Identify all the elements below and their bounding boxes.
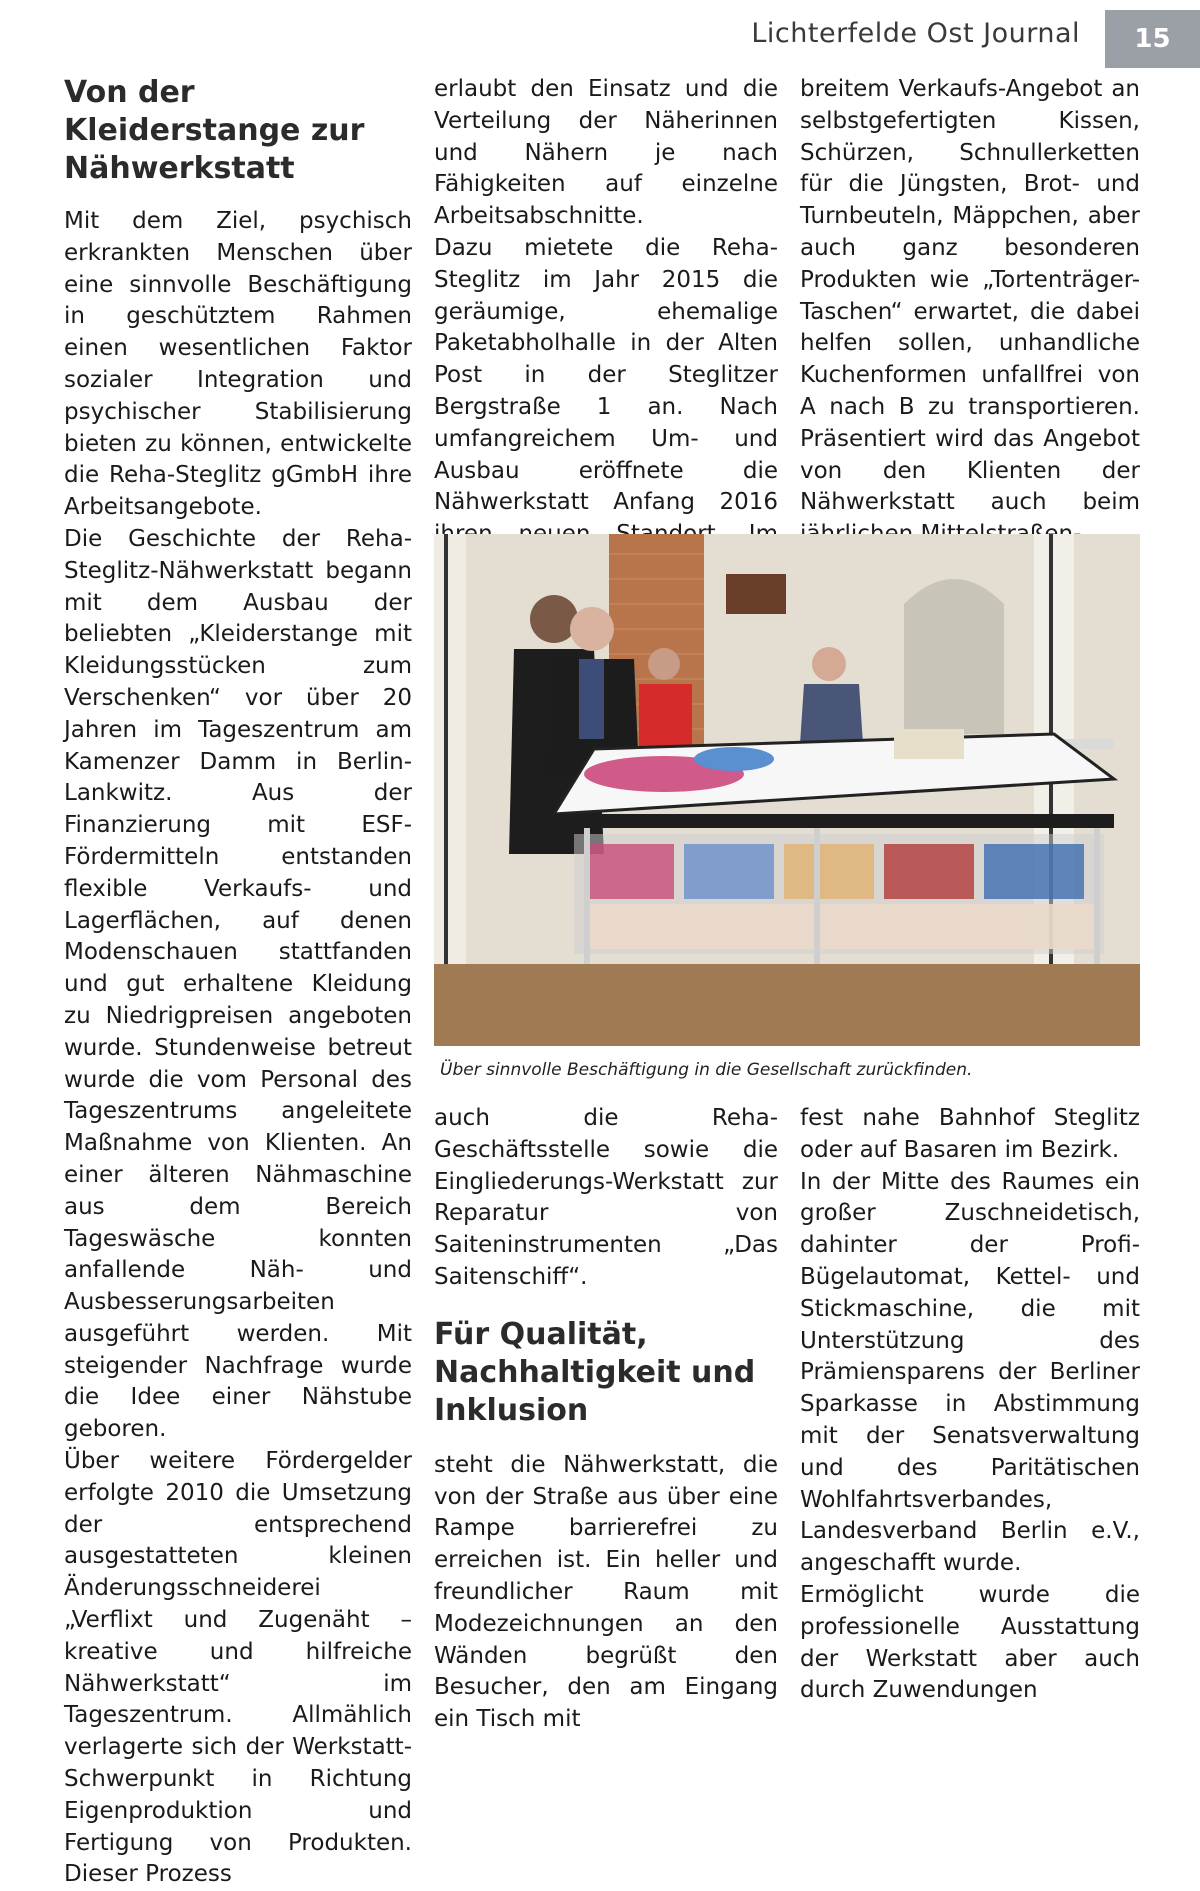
article-column-2-bottom [434,1103,778,1736]
paragraph: Über weitere Fördergelder erfolgte 2010 die Umsetzung der entsprechend ausgestatteten kleinen Änderungsschneiderei „Verflixt und Zugenäht – kreative und hilfreiche Nähwerkstatt“ im Tageszentrum. Allmählich verlagerte sich der Werkstatt-Schwerpunkt in Richtung Eigenproduktion und Fertigung von Produkten. Dieser Prozess [64,1448,412,1888]
article-subheadline: Für Qualität, Nachhaltigkeit und Inklusion [434,1316,756,1428]
paragraph: Ermöglicht wurde die professionelle Ausstattung der Werkstatt aber auch durch Zuwendungen [800,1581,1140,1704]
article-headline: Von der Kleiderstange zur Nähwerkstatt [64,75,365,186]
workshop-illustration [434,534,1140,1046]
paragraph: Die Geschichte der Reha-Steglitz-Nähwerkstatt begann mit dem Ausbau der beliebten „Kleiderstange mit Kleidungsstücken zum Verschenken“ vor über 20 Jahren im Tageszentrum am Kamenzer Damm in Berlin-Lankwitz. Aus der Finanzierung mit ESF-Fördermitteln entstanden flexible Verkaufs- und Lagerflächen, auf denen Modenschauen stattfanden und gut erhaltene Kleidung zu Niedrigpreisen angeboten wurde. Stundenweise betreut wurde die vom Personal des Tageszentrums angeleitete Maßnahme von Klienten. An einer älteren Nähmaschine aus dem Bereich Tageswäsche konnten anfallende Näh- und Ausbesserungsarbeiten ausgeführt werden. Mit steigender Nachfrage wurde die Idee einer Nähstube geboren. [64,525,412,1443]
paragraph: breitem Verkaufs-Angebot an selbstgefertigten Kissen, Schürzen, Schnullerketten für die Jüngsten, Brot- und Turnbeuteln, Mäppchen, aber auch ganz besonderen Produkten wie „Tortenträger-Taschen“ erwartet, die dabei helfen sollen, unhandliche Kuchenformen unfallfrei von A nach B zu transportieren. Präsentiert wird das Angebot von den Klienten der Nähwerkstatt auch beim [800,76,1140,516]
paragraph: In der Mitte des Raumes ein großer Zuschneidetisch, dahinter der Profi-Bügelautomat, Kettel- und Stickmaschine, die mit Unterstützung des Prämiensparens der Berliner Sparkasse in Abstimmung mit der Senatsverwaltung und des Paritätischen Wohlfahrtsverbandes, Landesverband Berlin e.V., angeschafft wurde. [800,1168,1140,1577]
page-number: 15 [1105,10,1200,68]
paragraph: steht die Nähwerkstatt, die von der Straße aus über eine Rampe barrierefrei zu erreichen ist. Ein heller und freundlicher Raum mit Modezeichnungen an den Wänden begrüßt den Besucher, den am Eingang ein Tisch mit [434,1451,778,1733]
article-column-1 [64,74,412,1891]
article-column-2-top [434,74,778,583]
paragraph: fest nahe Bahnhof Steglitz oder auf Basaren im Bezirk. [800,1105,1140,1163]
paragraph: Mit dem Ziel, psychisch erkrankten Menschen über eine sinnvolle Beschäftigung in geschütztem Rahmen einen wesentlichen Faktor sozialer Integration und psychischer Stabilisierung bieten zu können, entwickelte die Reha-Steglitz gGmbH ihre Arbeitsangebote. [64,208,412,521]
paragraph: erlaubt den Einsatz und die Verteilung der Näherinnen und Nähern je nach Fähigkeiten auf einzelne Arbeitsabschnitte. [434,76,778,230]
paragraph: Dazu mietete die Reha-Steglitz im Jahr 2015 die geräumige, ehemalige Paketabholhalle in der Alten Post in der Steglitzer Bergstraße 1 an. Nach umfangreichem Um- und Ausbau eröffnete die Nähwerkstatt Anfang 2016 [434,234,778,516]
article-column-3-top [800,74,1140,551]
journal-title: Lichterfelde Ost Journal [751,18,1080,49]
article-column-3-bottom [800,1103,1140,1707]
workshop-photo [434,534,1140,1046]
photo-caption: Über sinnvolle Beschäftigung in die Gesellschaft zurückfinden. [440,1060,973,1080]
paragraph: auch die Reha-Geschäftsstelle sowie die Eingliederungs-Werkstatt zur Reparatur von Saiteninstrumenten „Das Saitenschiff“. [434,1105,778,1290]
